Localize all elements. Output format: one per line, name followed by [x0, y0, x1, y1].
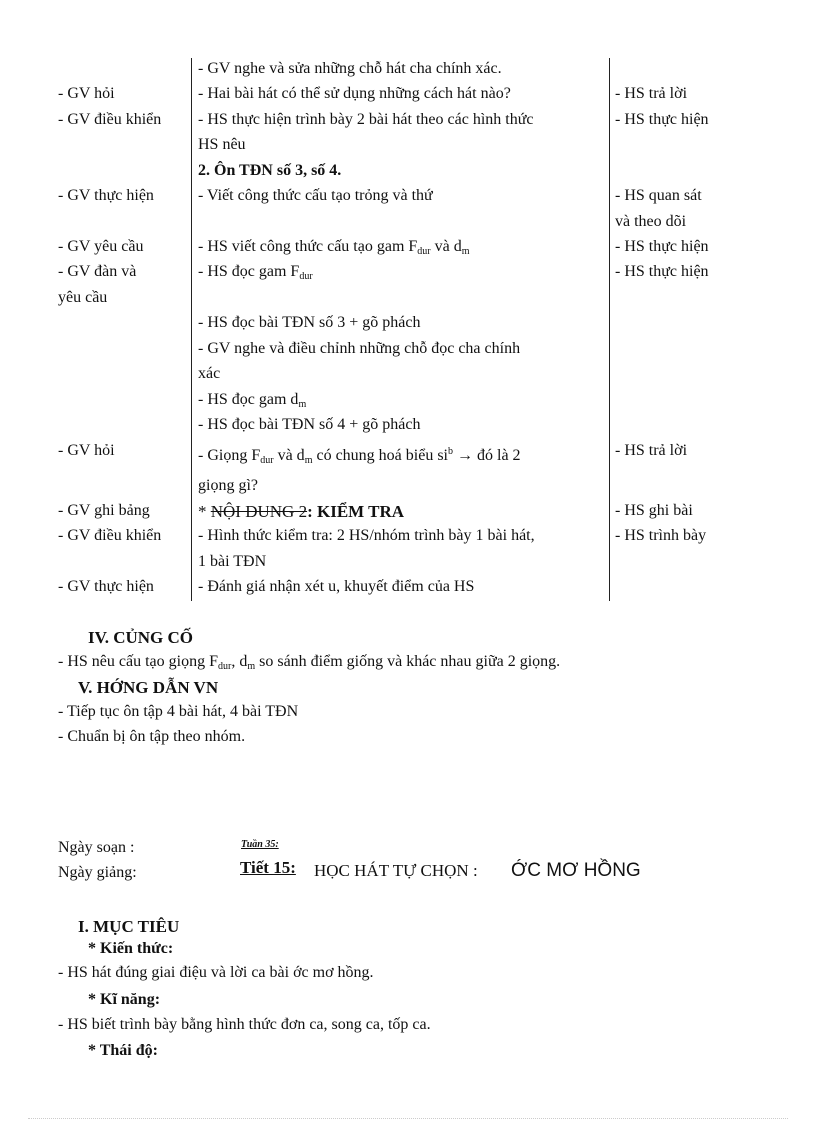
activity-cell-cont: xác: [198, 365, 221, 382]
activity-cell: - HS đọc gam $d_m$: [198, 391, 307, 410]
teacher-cell: - GV điều khiển: [58, 111, 162, 128]
activity-cell: - Đánh giá nhận xét u, khuyết điểm của HS: [198, 578, 475, 595]
activity-cell: - Viết công thức cấu tạo trỏng và thứ: [198, 187, 433, 204]
activity-cell: - Giọng $F_{dur}$ và $d_m$ có chung hoá biểu $si^b$ → đó là 2: [198, 446, 521, 466]
activity-cell: - HS thực hiện trình bày 2 bài hát theo các hình thức: [198, 111, 534, 128]
activity-cell: - Hình thức kiểm tra: 2 HS/nhóm trình bày 1 bài hát,: [198, 527, 535, 544]
table-rule-left: [191, 58, 192, 601]
student-cell: - HS trình bày: [615, 527, 707, 544]
objectives-heading: I. MỤC TIÊU: [78, 917, 180, 936]
activity-cell: - HS đọc bài TĐN số 3 + gõ phách: [198, 314, 421, 331]
teacher-cell: - GV thực hiện: [58, 187, 154, 204]
song-title: ỚC MƠ HỒNG: [511, 860, 641, 881]
teacher-cell: - GV hỏi: [58, 442, 115, 459]
subsection-heading: 2. Ôn TĐN số 3, số 4.: [198, 162, 342, 179]
section-heading: V. HỚNG DẪN VN: [78, 678, 219, 697]
teacher-cell: - GV đàn và: [58, 263, 137, 280]
student-cell: - HS thực hiện: [615, 263, 709, 280]
attitude-heading: * Thái độ:: [88, 1042, 158, 1059]
activity-cell-cont: giọng gì?: [198, 477, 258, 494]
knowledge-heading: * Kiến thức:: [88, 940, 174, 957]
teacher-cell-cont: yêu cầu: [58, 289, 108, 306]
period-label: Tiết 15:: [240, 858, 296, 877]
teacher-cell: - GV điều khiển: [58, 527, 162, 544]
page-bottom-edge: [28, 1118, 788, 1119]
activity-cell: - GV nghe và điều chỉnh những chỗ đọc cha chính: [198, 340, 521, 357]
list-item: - Tiếp tục ôn tập 4 bài hát, 4 bài TĐN: [58, 703, 299, 720]
date-taught-label: Ngày giảng:: [58, 864, 137, 881]
teacher-cell: - GV yêu cầu: [58, 238, 144, 255]
paragraph: - HS nêu cấu tạo giọng $F_{dur}$, $d_m$ so sánh điểm giống và khác nhau giữa 2 giọng.: [58, 653, 561, 672]
list-item: - Chuẩn bị ôn tập theo nhóm.: [58, 728, 246, 745]
student-cell-cont: và theo dõi: [615, 213, 687, 230]
student-cell: - HS ghi bài: [615, 502, 693, 519]
skills-heading: * Kĩ năng:: [88, 991, 161, 1008]
teacher-cell: - GV hỏi: [58, 85, 115, 102]
activity-cell: - HS đọc bài TĐN số 4 + gõ phách: [198, 416, 421, 433]
activity-cell: - Hai bài hát có thể sử dụng những cách hát nào?: [198, 85, 511, 102]
table-rule-right: [609, 58, 610, 601]
activity-cell-cont: 1 bài TĐN: [198, 553, 267, 570]
teacher-cell: - GV thực hiện: [58, 578, 154, 595]
section-heading: IV. CỦNG CỐ: [88, 628, 194, 647]
student-cell: - HS thực hiện: [615, 111, 709, 128]
activity-cell: - HS viết công thức cấu tạo gam $F_{dur}$ và $d_m$: [198, 238, 470, 257]
skills-text: - HS biết trình bày bằng hình thức đơn ca, song ca, tốp ca.: [58, 1016, 431, 1033]
student-cell: - HS thực hiện: [615, 238, 709, 255]
lesson-title: HỌC HÁT TỰ CHỌN :: [314, 861, 478, 880]
activity-cell: * NỘI DUNG 2: KIỂM TRA: [198, 502, 405, 521]
teacher-cell: - GV ghi bảng: [58, 502, 150, 519]
knowledge-text: - HS hát đúng giai điệu và lời ca bài ớc mơ hồng.: [58, 964, 374, 981]
student-cell: - HS trả lời: [615, 85, 688, 102]
activity-cell-cont: HS nêu: [198, 136, 246, 153]
activity-cell: - HS đọc gam $F_{dur}$: [198, 263, 313, 282]
student-cell: - HS quan sát: [615, 187, 702, 204]
week-label: Tuần 35:: [241, 839, 279, 850]
table-row: - GV nghe và sửa những chỗ hát cha chính xác.: [198, 60, 502, 77]
student-cell: - HS trả lời: [615, 442, 688, 459]
date-prepared-label: Ngày soạn :: [58, 839, 135, 856]
